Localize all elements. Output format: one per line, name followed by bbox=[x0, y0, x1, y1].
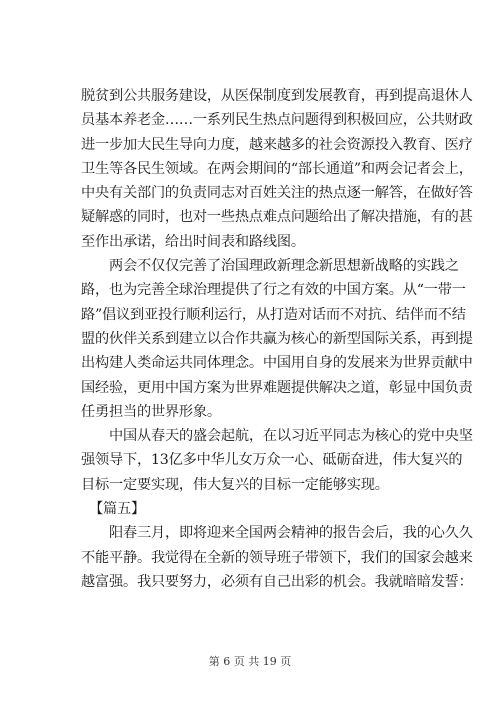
text-line: 中国从春天的盛会起航，在以习近平同志为核心的党中央坚 bbox=[109, 428, 473, 445]
paragraph bbox=[81, 424, 473, 497]
text-line: 进一步加大民生导向力度，越来越多的社会资源投入教育、医疗 bbox=[81, 136, 473, 153]
text-line: 至作出承诺，给出时间表和路线图。 bbox=[81, 233, 305, 250]
text-line: 出构建人类命运共同体理念。中国用自身的发展来为世界贡献中 bbox=[81, 355, 473, 372]
text-line: 盟的伙伴关系到建立以合作共赢为核心的新型国际关系，再到提 bbox=[81, 330, 473, 347]
document-body bbox=[81, 84, 473, 594]
text-line: 阳春三月，即将迎来全国两会精神的报告会后，我的心久久 bbox=[109, 525, 473, 542]
text-line: 中央有关部门的负责同志对百姓关注的热点逐一解答，在做好答 bbox=[81, 185, 473, 202]
text-line: 路”倡议到亚投行顺利运行，从打造对话而不对抗、结伴而不结 bbox=[81, 306, 466, 323]
text-line: 路，也为完善全球治理提供了行之有效的中国方案。从“一带一 bbox=[81, 282, 466, 299]
text-line: 国经验，更用中国方案为世界难题提供解决之道，彰显中国负责 bbox=[81, 379, 473, 396]
text-line: 员基本养老金……一系列民生热点问题得到积极回应，公共财政 bbox=[81, 112, 473, 129]
text-line: 强领导下，13亿多中华儿女万众一心、砥砺奋进，伟大复兴的 bbox=[81, 452, 463, 469]
text-line: 【篇五】 bbox=[89, 501, 145, 518]
section-heading bbox=[81, 497, 421, 521]
text-line: 目标一定要实现，伟大复兴的目标一定能够实现。 bbox=[81, 476, 389, 493]
page-footer: 第 6 页 共 19 页 bbox=[208, 655, 292, 668]
paragraph bbox=[81, 254, 473, 424]
text-line: 任勇担当的世界形象。 bbox=[81, 403, 221, 420]
paragraph bbox=[81, 521, 473, 594]
text-line: 越富强。我只要努力，必须有自己出彩的机会。我就暗暗发誓： bbox=[81, 573, 473, 590]
paragraph bbox=[81, 84, 473, 254]
text-line: 脱贫到公共服务建设，从医保制度到发展教育，再到提高退休人 bbox=[81, 88, 473, 104]
text-line: 疑解惑的同时，也对一些热点难点问题给出了解决措施，有的甚 bbox=[81, 209, 473, 226]
text-line: 两会不仅仅完善了治国理政新理念新思想新战略的实践之 bbox=[109, 258, 459, 275]
text-line: 不能平静。我觉得在全新的领导班子带领下，我们的国家会越来 bbox=[81, 549, 473, 566]
text-line: 卫生等各民生领域。在两会期间的“部长通道”和两会记者会上， bbox=[81, 160, 473, 177]
